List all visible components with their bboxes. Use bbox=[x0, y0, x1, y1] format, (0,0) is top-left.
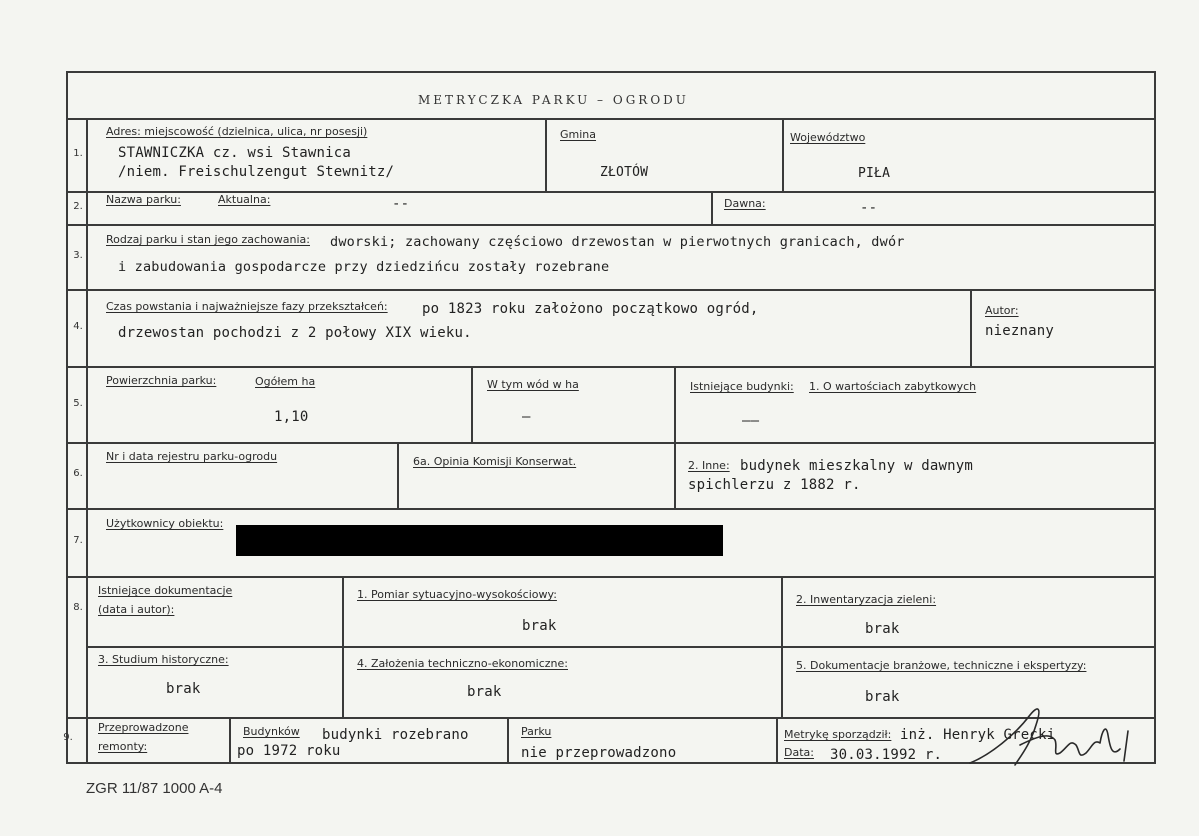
gmina-value: ZŁOTÓW bbox=[600, 165, 649, 180]
studium-label: 3. Studium historyczne: bbox=[98, 653, 229, 666]
rule bbox=[66, 289, 1156, 291]
row-number: 1. bbox=[73, 148, 83, 159]
rule bbox=[86, 118, 88, 762]
ogolem-label: Ogółem ha bbox=[255, 375, 316, 388]
rule bbox=[66, 442, 1156, 444]
parku-label: Parku bbox=[521, 725, 552, 738]
row-number: 4. bbox=[73, 321, 83, 332]
remonty-label: Przeprowadzone bbox=[98, 721, 189, 734]
zabytkowe-label: 1. O wartościach zabytkowych bbox=[809, 380, 977, 393]
gmina-label: Gmina bbox=[560, 128, 597, 141]
dawna-label: Dawna: bbox=[724, 197, 766, 210]
data-value: 30.03.1992 r. bbox=[830, 747, 943, 763]
czas-label: Czas powstania i najważniejsze fazy przekształceń: bbox=[106, 300, 388, 313]
rule bbox=[1154, 71, 1156, 764]
inne-line-1: budynek mieszkalny w dawnym bbox=[740, 458, 973, 474]
row-number: 9. bbox=[63, 732, 73, 743]
rule bbox=[711, 191, 713, 224]
rejestr-label: Nr i data rejestru parku-ogrodu bbox=[106, 450, 278, 463]
rodzaj-line-1: dworski; zachowany częściowo drzewostan w pierwotnych granicach, dwór bbox=[330, 234, 905, 250]
inwentaryzacja-label: 2. Inwentaryzacja zieleni: bbox=[796, 593, 937, 606]
dawna-value: -- bbox=[860, 200, 878, 216]
czas-line-2: drzewostan pochodzi z 2 połowy XIX wieku. bbox=[118, 325, 472, 341]
row-number: 7. bbox=[73, 535, 83, 546]
rule bbox=[66, 71, 1156, 73]
rule bbox=[86, 646, 1156, 648]
rule bbox=[66, 366, 1156, 368]
rule bbox=[782, 118, 784, 191]
rule bbox=[66, 71, 68, 764]
address-label: Adres: miejscowość (dzielnica, ulica, nr posesji) bbox=[106, 125, 368, 138]
wod-label: W tym wód w ha bbox=[487, 378, 579, 391]
remonty-sublabel: remonty: bbox=[98, 740, 148, 753]
row-number: 2. bbox=[73, 201, 83, 212]
footer-code: ZGR 11/87 1000 A-4 bbox=[86, 780, 223, 797]
wojewodztwo-label: Województwo bbox=[790, 131, 866, 144]
row-number: 6. bbox=[73, 468, 83, 479]
studium-value: brak bbox=[166, 681, 201, 697]
powierzchnia-label: Powierzchnia parku: bbox=[106, 374, 217, 387]
address-line-2: /niem. Freischulzengut Stewnitz/ bbox=[118, 164, 395, 180]
sporzadzil-value: inż. Henryk Grecki bbox=[900, 727, 1056, 743]
inne-label: 2. Inne: bbox=[688, 459, 730, 472]
rule bbox=[776, 717, 778, 762]
redaction-bar bbox=[236, 525, 723, 556]
rodzaj-label: Rodzaj parku i stan jego zachowania: bbox=[106, 233, 310, 246]
row-number: 5. bbox=[73, 398, 83, 409]
row-number: 3. bbox=[73, 250, 83, 261]
inwentaryzacja-value: brak bbox=[865, 621, 900, 637]
signature bbox=[960, 695, 1150, 775]
wod-value: – bbox=[522, 409, 531, 425]
ogolem-value: 1,10 bbox=[274, 409, 309, 425]
row-number: 8. bbox=[73, 602, 83, 613]
autor-label: Autor: bbox=[985, 304, 1019, 317]
pomiar-value: brak bbox=[522, 618, 557, 634]
branzowe-value: brak bbox=[865, 689, 900, 705]
opinia-label: 6a. Opinia Komisji Konserwat. bbox=[413, 455, 577, 468]
budynkow-line-1: budynki rozebrano bbox=[322, 727, 469, 743]
nazwa-label: Nazwa parku: bbox=[106, 193, 181, 206]
czas-line-1: po 1823 roku założono początkowo ogród, bbox=[422, 301, 759, 317]
aktualna-label: Aktualna: bbox=[218, 193, 271, 206]
zalozenia-value: brak bbox=[467, 684, 502, 700]
rule bbox=[545, 118, 547, 191]
aktualna-value: -- bbox=[392, 196, 410, 212]
uzytkownicy-label: Użytkownicy obiektu: bbox=[106, 517, 224, 530]
pomiar-label: 1. Pomiar sytuacyjno-wysokościowy: bbox=[357, 588, 557, 601]
budynkow-line-2: po 1972 roku bbox=[237, 743, 341, 759]
budynkow-label: Budynków bbox=[243, 725, 300, 738]
rule bbox=[66, 576, 1156, 578]
rule bbox=[781, 576, 783, 717]
rodzaj-line-2: i zabudowania gospodarcze przy dziedzińcu zostały rozebrane bbox=[118, 259, 610, 275]
rule bbox=[397, 442, 399, 508]
address-line-1: STAWNICZKA cz. wsi Stawnica bbox=[118, 145, 351, 161]
form-title: METRYCZKA PARKU – OGRODU bbox=[418, 93, 689, 107]
branzowe-label: 5. Dokumentacje branżowe, techniczne i ekspertyzy: bbox=[796, 659, 1087, 672]
autor-value: nieznany bbox=[985, 323, 1055, 339]
wojewodztwo-value: PIŁA bbox=[858, 166, 891, 181]
dokumentacje-sublabel: (data i autor): bbox=[98, 603, 175, 616]
sporzadzil-label: Metrykę sporządził: bbox=[784, 728, 892, 741]
zalozenia-label: 4. Założenia techniczno-ekonomiczne: bbox=[357, 657, 568, 670]
rule bbox=[229, 717, 231, 762]
inne-line-2: spichlerzu z 1882 r. bbox=[688, 477, 861, 493]
parku-value: nie przeprowadzono bbox=[521, 745, 677, 761]
budynki-label: Istniejące budynki: bbox=[690, 380, 794, 393]
rule bbox=[66, 118, 1156, 120]
rule bbox=[471, 366, 473, 442]
rule bbox=[66, 508, 1156, 510]
rule bbox=[507, 717, 509, 762]
rule bbox=[342, 576, 344, 717]
dokumentacje-label: Istniejące dokumentacje bbox=[98, 584, 233, 597]
rule bbox=[66, 224, 1156, 226]
data-label: Data: bbox=[784, 746, 814, 759]
rule bbox=[674, 366, 676, 508]
rule bbox=[970, 289, 972, 366]
zabytkowe-value: –– bbox=[742, 413, 760, 429]
